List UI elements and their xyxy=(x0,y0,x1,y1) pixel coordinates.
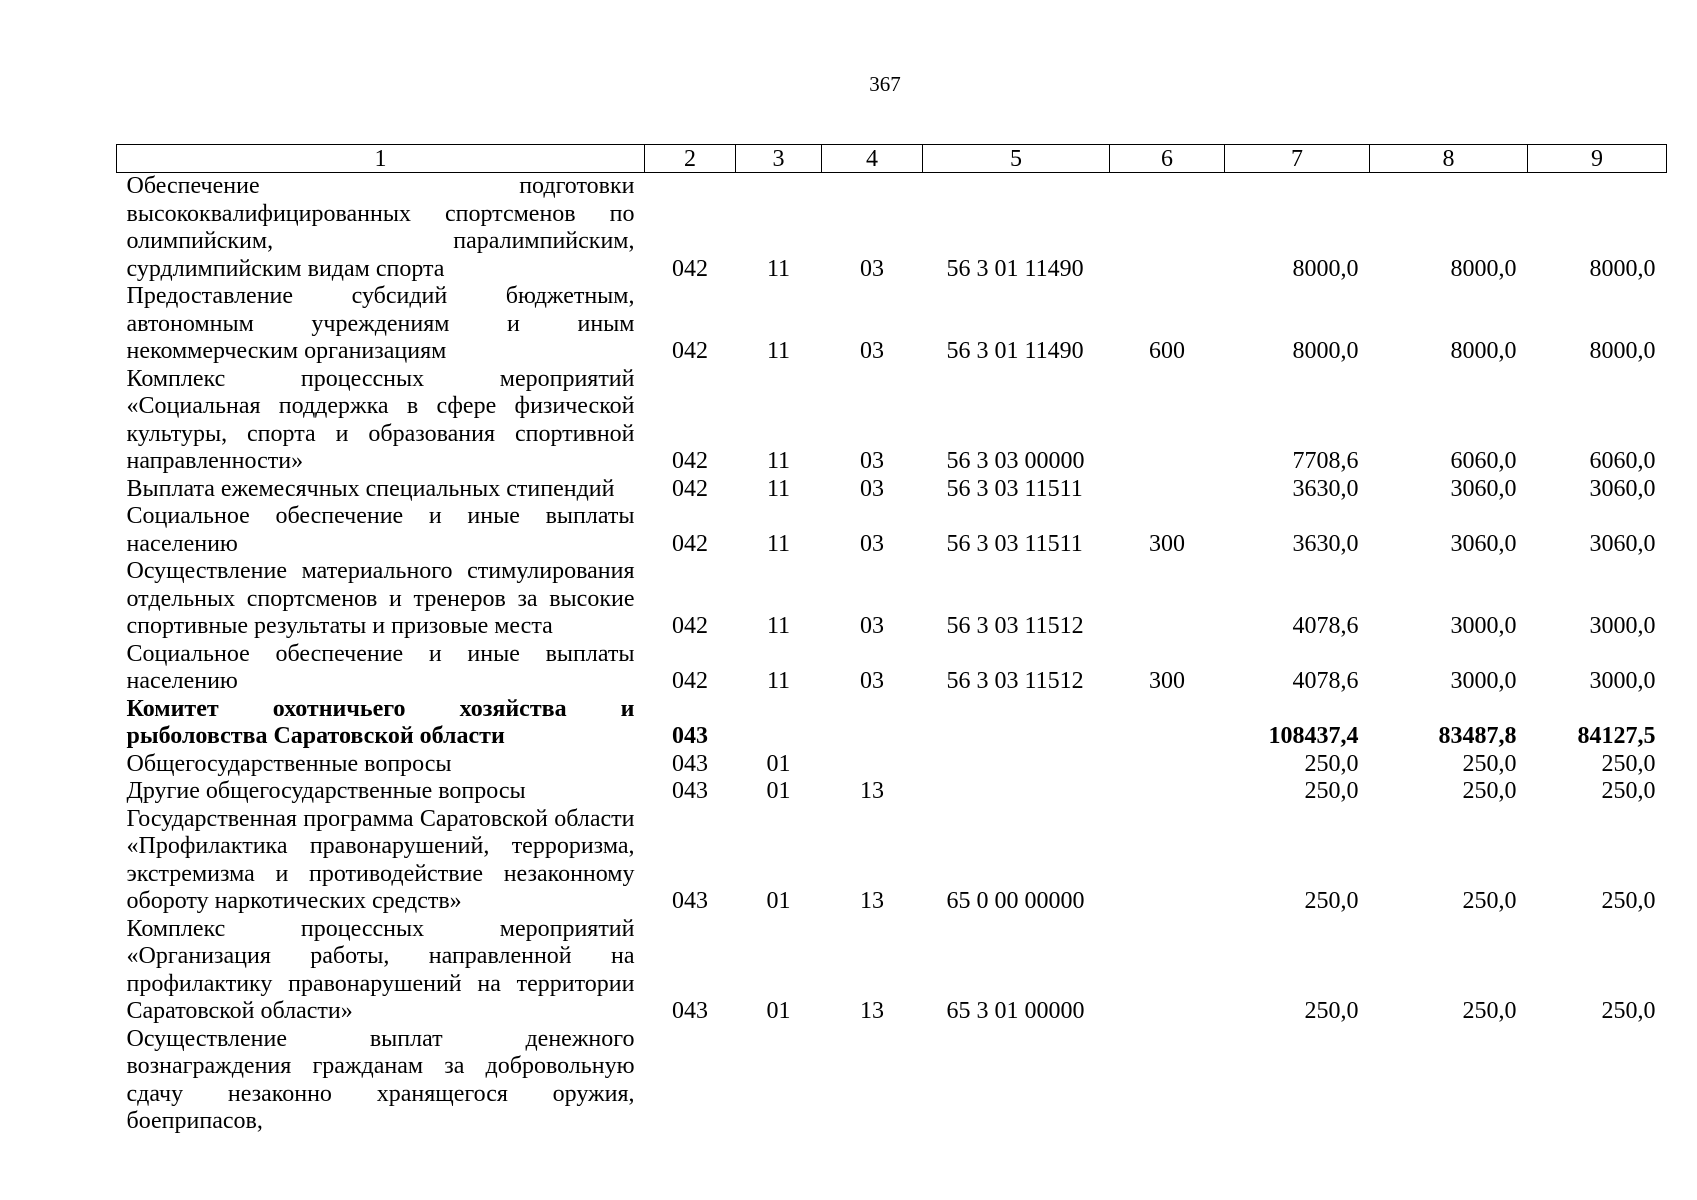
expense-type-cell xyxy=(1110,558,1225,641)
amount-col7-cell: 108437,4 xyxy=(1268,723,1359,749)
row-name-cell: Государственная программа Саратовской области «Профилактика правонарушений, терроризма, экстремизма и противодействие незаконному обороту наркотических средств» xyxy=(126,805,635,914)
section-code-cell: 01 xyxy=(766,888,791,914)
table-row xyxy=(117,558,1667,641)
row-name-cell: Общегосударственные вопросы xyxy=(126,750,452,777)
section-code-cell xyxy=(736,1026,822,1136)
amount-col8-cell: 3000,0 xyxy=(1450,613,1517,639)
table-row xyxy=(117,696,1667,751)
section-code-cell: 01 xyxy=(766,998,791,1024)
section-code-cell xyxy=(736,696,822,751)
budget-table xyxy=(116,144,1667,1136)
amount-col9-cell xyxy=(1528,1026,1667,1136)
row-name-cell: Другие общегосударственные вопросы xyxy=(126,778,526,804)
amount-col9-cell: 250,0 xyxy=(1601,778,1656,804)
amount-col7-cell: 3630,0 xyxy=(1292,530,1359,557)
amount-col9-cell: 3060,0 xyxy=(1589,475,1656,502)
ministry-code-cell xyxy=(645,1026,736,1136)
row-name-cell: Предоставление субсидий бюджетным, автономным учреждениям и иным некоммерческим организациям xyxy=(126,283,635,364)
target-article-cell: 56 3 03 11511 xyxy=(946,475,1083,502)
amount-col7-cell: 4078,6 xyxy=(1292,668,1359,694)
table-row xyxy=(117,916,1667,1026)
expense-type-cell xyxy=(1110,916,1225,1026)
ministry-code-cell: 043 xyxy=(672,750,708,777)
target-article-cell: 65 3 01 00000 xyxy=(946,998,1085,1024)
amount-col8-cell: 250,0 xyxy=(1462,888,1517,914)
subsection-code-cell: 03 xyxy=(860,530,884,557)
section-code-cell: 11 xyxy=(766,475,791,502)
table-row xyxy=(117,366,1667,476)
target-article-cell: 65 0 00 00000 xyxy=(946,888,1085,914)
target-article-cell: 56 3 03 11512 xyxy=(946,668,1084,694)
subsection-code-cell xyxy=(822,751,923,779)
target-article-cell: 56 3 03 00000 xyxy=(946,448,1085,474)
target-article-cell xyxy=(923,751,1110,779)
subsection-code-cell xyxy=(822,1026,923,1136)
ministry-code-cell: 043 xyxy=(672,998,708,1024)
section-code-cell: 01 xyxy=(766,778,791,804)
column-header: 8 xyxy=(1370,145,1528,173)
row-name-cell: Комитет охотничьего хозяйства и рыболовства Саратовской области xyxy=(126,695,635,749)
amount-col7-cell: 8000,0 xyxy=(1292,255,1359,282)
amount-col7-cell: 8000,0 xyxy=(1292,338,1359,364)
section-code-cell: 11 xyxy=(766,668,791,694)
expense-type-cell xyxy=(1110,366,1225,476)
row-name-cell: Выплата ежемесячных специальных стипендий xyxy=(126,475,615,502)
table-header xyxy=(117,145,1667,173)
amount-col7-cell: 250,0 xyxy=(1304,998,1359,1024)
ministry-code-cell: 042 xyxy=(672,668,708,694)
amount-col9-cell: 3000,0 xyxy=(1589,668,1656,694)
table-row xyxy=(117,806,1667,916)
amount-col8-cell: 250,0 xyxy=(1462,778,1517,804)
row-name-cell: Социальное обеспечение и иные выплаты населению xyxy=(126,640,635,694)
amount-col8-cell: 3060,0 xyxy=(1450,475,1517,502)
amount-col8-cell: 8000,0 xyxy=(1450,338,1517,364)
subsection-code-cell xyxy=(822,696,923,751)
target-article-cell xyxy=(923,696,1110,751)
row-name-cell: Социальное обеспечение и иные выплаты населению xyxy=(126,503,635,557)
column-header: 9 xyxy=(1528,145,1667,173)
ministry-code-cell: 042 xyxy=(672,613,708,639)
table-row xyxy=(117,778,1667,806)
column-header: 5 xyxy=(923,145,1110,173)
amount-col9-cell: 250,0 xyxy=(1601,888,1656,914)
section-code-cell: 11 xyxy=(766,338,791,364)
expense-type-cell: 300 xyxy=(1149,530,1185,557)
amount-col7-cell: 4078,6 xyxy=(1292,613,1359,639)
section-code-cell: 01 xyxy=(766,750,791,777)
expense-type-cell: 300 xyxy=(1149,668,1185,694)
column-header: 2 xyxy=(645,145,736,173)
expense-type-cell xyxy=(1110,778,1225,806)
table-body xyxy=(117,173,1667,1136)
amount-col8-cell: 250,0 xyxy=(1462,750,1517,777)
row-name-cell: Осуществление материального стимулирования отдельных спортсменов и тренеров за высокие спортивные результаты и призовые места xyxy=(126,558,635,639)
expense-type-cell: 600 xyxy=(1149,338,1185,364)
amount-col8-cell: 250,0 xyxy=(1462,998,1517,1024)
table-row xyxy=(117,173,1667,284)
amount-col7-cell: 250,0 xyxy=(1304,778,1359,804)
ministry-code-cell: 043 xyxy=(672,778,708,804)
amount-col9-cell: 6060,0 xyxy=(1589,448,1656,474)
row-name-cell: Комплекс процессных мероприятий «Социальная поддержка в сфере физической культуры, спорта и образования спортивной направленности» xyxy=(126,365,635,474)
subsection-code-cell: 03 xyxy=(860,668,884,694)
subsection-code-cell: 03 xyxy=(860,475,884,502)
subsection-code-cell: 03 xyxy=(860,448,884,474)
target-article-cell xyxy=(923,1026,1110,1136)
subsection-code-cell: 03 xyxy=(860,613,884,639)
row-name-cell: Комплекс процессных мероприятий «Организация работы, направленной на профилактику правонарушений на территории Саратовской области» xyxy=(126,915,635,1024)
amount-col7-cell: 250,0 xyxy=(1304,750,1359,777)
amount-col7-cell: 7708,6 xyxy=(1292,448,1359,474)
amount-col8-cell xyxy=(1370,1026,1528,1136)
table-row xyxy=(117,1026,1667,1136)
section-code-cell: 11 xyxy=(766,448,791,474)
ministry-code-cell: 042 xyxy=(672,448,708,474)
expense-type-cell xyxy=(1110,696,1225,751)
ministry-code-cell: 043 xyxy=(672,723,708,749)
row-name-cell: Осуществление выплат денежного вознаграждения гражданам за добровольную сдачу незаконно хранящегося оружия, боеприпасов, xyxy=(126,1025,635,1134)
amount-col7-cell: 250,0 xyxy=(1304,888,1359,914)
table-row xyxy=(117,283,1667,366)
section-code-cell: 11 xyxy=(766,255,791,282)
subsection-code-cell: 13 xyxy=(860,998,884,1024)
amount-col8-cell: 3060,0 xyxy=(1450,530,1517,557)
table-row xyxy=(117,476,1667,504)
column-header: 6 xyxy=(1110,145,1225,173)
ministry-code-cell: 042 xyxy=(672,255,708,282)
ministry-code-cell: 042 xyxy=(672,530,708,557)
column-header: 1 xyxy=(117,145,645,173)
subsection-code-cell: 13 xyxy=(860,888,884,914)
amount-col9-cell: 84127,5 xyxy=(1577,723,1656,749)
amount-col9-cell: 250,0 xyxy=(1601,998,1656,1024)
column-header: 4 xyxy=(822,145,923,173)
target-article-cell: 56 3 01 11490 xyxy=(946,338,1084,364)
amount-col8-cell: 3000,0 xyxy=(1450,668,1517,694)
column-header: 7 xyxy=(1225,145,1370,173)
expense-type-cell xyxy=(1110,173,1225,284)
section-code-cell: 11 xyxy=(766,530,791,557)
amount-col8-cell: 83487,8 xyxy=(1438,723,1517,749)
target-article-cell xyxy=(923,778,1110,806)
column-numbers-row xyxy=(117,145,1667,173)
expense-type-cell xyxy=(1110,1026,1225,1136)
amount-col9-cell: 3060,0 xyxy=(1589,530,1656,557)
expense-type-cell xyxy=(1110,806,1225,916)
target-article-cell: 56 3 03 11512 xyxy=(946,613,1084,639)
amount-col9-cell: 8000,0 xyxy=(1589,255,1656,282)
table-row xyxy=(117,751,1667,779)
ministry-code-cell: 042 xyxy=(672,475,708,502)
target-article-cell: 56 3 01 11490 xyxy=(946,255,1084,282)
expense-type-cell xyxy=(1110,476,1225,504)
row-name-cell: Обеспечение подготовки высококвалифицированных спортсменов по олимпийским, паралимпийским, сурдлимпийским видам спорта xyxy=(126,173,635,282)
column-header: 3 xyxy=(736,145,822,173)
amount-col7-cell: 3630,0 xyxy=(1292,475,1359,502)
amount-col9-cell: 3000,0 xyxy=(1589,613,1656,639)
page-number: 367 xyxy=(869,72,901,96)
table-row xyxy=(117,641,1667,696)
subsection-code-cell: 13 xyxy=(860,778,884,804)
amount-col9-cell: 250,0 xyxy=(1601,750,1656,777)
amount-col8-cell: 6060,0 xyxy=(1450,448,1517,474)
table-row xyxy=(117,503,1667,558)
amount-col8-cell: 8000,0 xyxy=(1450,255,1517,282)
amount-col9-cell: 8000,0 xyxy=(1589,338,1656,364)
expense-type-cell xyxy=(1110,751,1225,779)
amount-col7-cell xyxy=(1225,1026,1370,1136)
section-code-cell: 11 xyxy=(766,613,791,639)
target-article-cell: 56 3 03 11511 xyxy=(946,530,1083,557)
subsection-code-cell: 03 xyxy=(860,338,884,364)
subsection-code-cell: 03 xyxy=(860,255,884,282)
ministry-code-cell: 042 xyxy=(672,338,708,364)
ministry-code-cell: 043 xyxy=(672,888,708,914)
